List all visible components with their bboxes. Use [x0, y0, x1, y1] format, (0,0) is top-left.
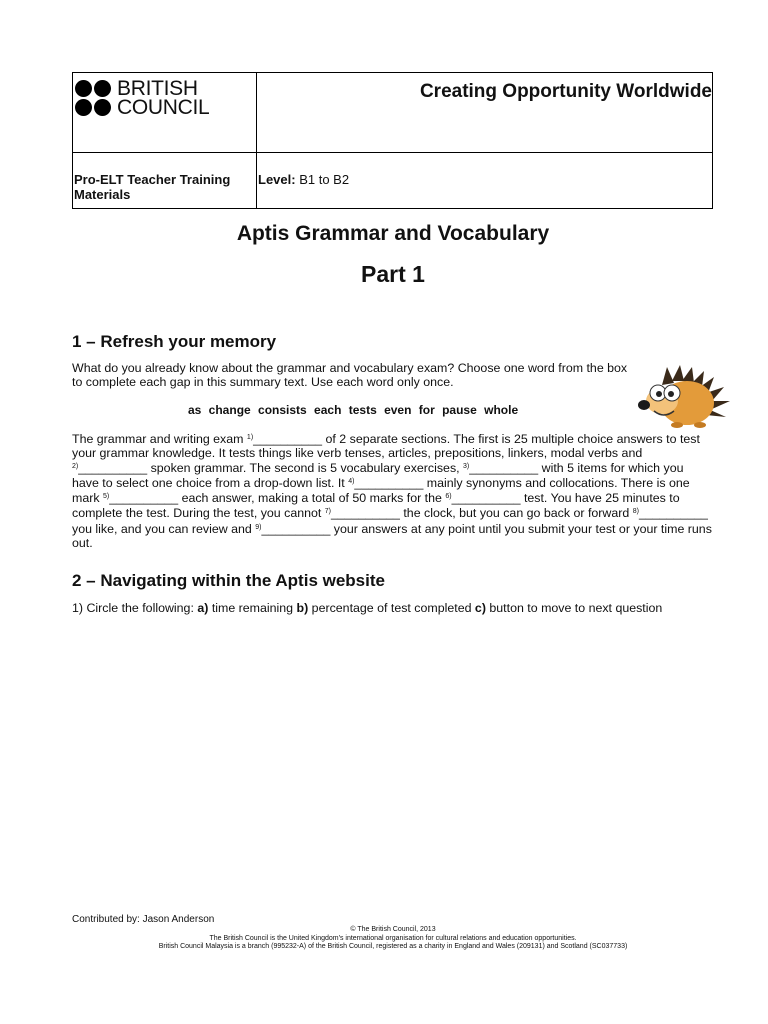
hedgehog-icon	[632, 365, 742, 435]
level-value: B1 to B2	[299, 172, 350, 187]
level-cell	[258, 172, 349, 187]
summary-text: The grammar and writing exam $^{1)}$__________ of 2 separate sections. The first is 25 multiple choice answers to test your grammar knowledge. It tests things like verb tenses, articles, prepositions, linkers, modal verbs and $^{2)}$__________ spoken grammar. The second is 5 vocabulary exercises, $^{3)}$__________ with 5 items for which you have to select one choice from a drop-down list. It $^{4)}$__________ mainly synonyms and collocations. There is one mark $^{5)}$__________ each answer, making a total of 50 marks for the $^{6)}$__________ test. You have 25 minutes to complete the test. During the test, you cannot $^{7)}$__________ the clock, but you can go back or forward $^{8)}$__________ you like, and you can review and $^{9)}$__________ your answers at any point until you submit your test or your time runs out.	[72, 432, 712, 550]
section2-heading: 2 – Navigating within the Aptis website	[72, 571, 385, 590]
header-table	[72, 72, 713, 209]
section2-question: 1) Circle the following: a) time remaining b) percentage of test completed c) button to move to next question	[72, 601, 663, 615]
section1-intro: What do you already know about the grammar and vocabulary exam? Choose one word from the box to complete each gap in this summary text. Use each word only once.	[72, 361, 628, 390]
slogan: Creating Opportunity Worldwide	[419, 81, 712, 102]
contributor: Contributed by: Jason Anderson	[72, 914, 215, 925]
footer-legal: © The British Council, 2013 The British Council is the United Kingdom's international organisation for cultural relations and education opportunities. British Council Malaysia is a branch (995232-A) of the British Council, registered as a charity in England and Wales (209131) and Scotland (SC037733)	[158, 926, 628, 950]
materials-label: Pro-ELT Teacher Training Materials	[74, 172, 231, 202]
level-label: Level:	[258, 172, 296, 187]
header-divider-vertical	[256, 73, 257, 208]
word-box: as change consists each tests even for pause whole	[188, 403, 519, 417]
section1-heading: 1 – Refresh your memory	[72, 332, 277, 351]
page-title: Aptis Grammar and Vocabulary	[236, 222, 550, 245]
header-divider-horizontal	[73, 152, 712, 153]
british-council-logo	[75, 79, 209, 117]
logo-text: BRITISH COUNCIL	[117, 77, 210, 119]
logo-dots-icon	[75, 80, 111, 116]
part-title: Part 1	[361, 261, 425, 287]
